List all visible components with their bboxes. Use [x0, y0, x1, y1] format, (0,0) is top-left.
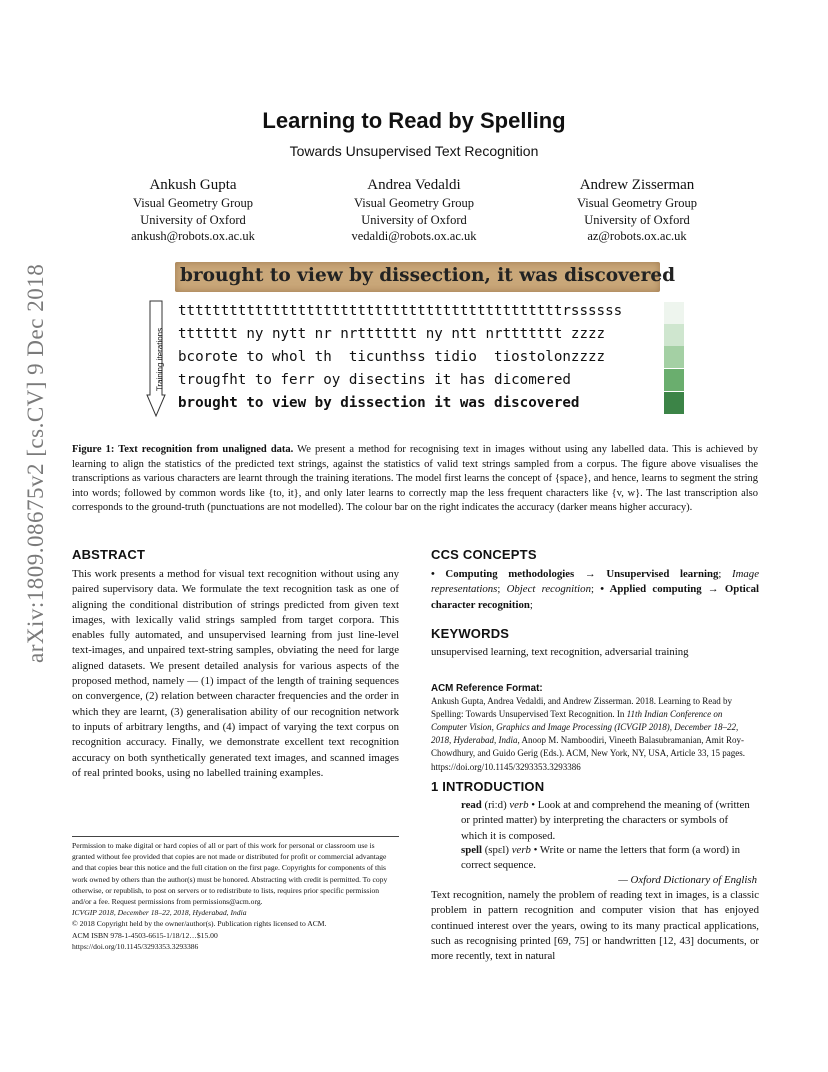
- author-name: Ankush Gupta: [149, 177, 237, 193]
- dictionary-source: — Oxford Dictionary of English: [618, 874, 757, 886]
- isbn-line: ACM ISBN 978-1-4503-6615-1/18/12…$15.00: [72, 930, 218, 940]
- paper-title: Learning to Read by Spelling: [262, 108, 566, 133]
- author-email[interactable]: vedaldi@robots.ox.ac.uk: [351, 229, 477, 243]
- training-iterations-label: Training iterations: [155, 327, 165, 392]
- figure-caption: [72, 443, 758, 516]
- accuracy-cell: [664, 392, 684, 414]
- author-email[interactable]: az@robots.ox.ac.uk: [587, 229, 687, 243]
- introduction-heading: 1 INTRODUCTION: [431, 779, 545, 794]
- keywords-text: unsupervised learning, text recognition, adversarial training: [431, 646, 689, 658]
- keywords-heading: KEYWORDS: [431, 626, 510, 641]
- ccs-concept: Object recognition: [506, 583, 591, 596]
- caption-label: Figure 1: Text recognition from unaligned data.: [72, 444, 294, 455]
- dict-pos: verb: [509, 799, 529, 811]
- acm-reference-venue: 11th Indian Conference on Computer Vision, Graphics and Image Processing (ICVGIP 2018), December 18–22, 2018, Hyderabad, India: [431, 709, 739, 746]
- acm-reference-text: Ankush Gupta, Andrea Vedaldi, and Andrew Zisserman. 2018. Learning to Read by Spelling: Towards Unsupervised Text Recognition. In: [431, 696, 733, 720]
- permission-footnote: [72, 836, 399, 952]
- author-university: University of Oxford: [584, 212, 690, 227]
- dict-pronunciation: (riːd): [481, 799, 510, 811]
- transcription-row-final: brought to view by dissection it was discovered: [178, 395, 580, 411]
- author-block: [78, 176, 308, 245]
- acm-reference-text: , Anoop M. Namboodiri, Vineeth Balasubramanian, Amit Roy-Chowdhury, and Guido Gerig (Eds.). ACM, New York, NY, USA, Article 33, 15 pages. https://doi.org/10.1145/3293353.3293386: [431, 735, 745, 772]
- arxiv-sidebar: [16, 263, 54, 670]
- dict-pos: verb: [511, 844, 531, 856]
- author-university: University of Oxford: [140, 212, 246, 227]
- dict-definition: • Look at and comprehend the meaning of (written or printed matter) by interpreting the characters or symbols of which it is composed.: [461, 799, 750, 842]
- dictionary-entry-read: [461, 798, 757, 844]
- doi-line[interactable]: https://doi.org/10.1145/3293353.3293386: [72, 941, 199, 951]
- transcription-row: tttttttttttttttttttttttttttttttttttttttttttttrssssss: [178, 303, 623, 319]
- author-group: Visual Geometry Group: [132, 196, 254, 210]
- author-university: University of Oxford: [361, 212, 467, 227]
- accuracy-cell: [664, 324, 684, 346]
- author-name: Andrew Zisserman: [579, 177, 695, 193]
- copyright-line: © 2018 Copyright held by the owner/author(s). Publication rights licensed to ACM.: [72, 919, 327, 929]
- permission-text: Permission to make digital or hard copies of all or part of this work for personal or classroom use is granted without fee provided that copies are not made or distributed for profit or commercial advantage and that copies bear this notice and the full citation on the first page. Copyrights for components of this work owned by others than the author(s) must be honored. Abstracting with credit is permitted. To copy otherwise, or republish, to post on servers or to redistribute to lists, requires prior specific permission and/or a fee. Request permissions from permissions@acm.org.: [72, 841, 388, 907]
- abstract-heading: ABSTRACT: [72, 547, 146, 562]
- author-group: Visual Geometry Group: [576, 196, 698, 210]
- ccs-concept: • Applied computing → Optical character recognition: [431, 583, 760, 611]
- ccs-concept: Image representations: [431, 568, 759, 596]
- arxiv-id: arXiv:1809.08675v2 [cs.CV] 9 Dec 2018: [23, 263, 48, 663]
- ccs-concept: • Computing methodologies → Unsupervised learning: [431, 568, 719, 580]
- author-block: [299, 176, 529, 245]
- text-image-content: brought to view by dissection, it was discovered: [180, 265, 676, 286]
- dict-definition: • Write or name the letters that form (a word) in correct sequence.: [461, 844, 741, 872]
- conference-line: ICVGIP 2018, December 18–22, 2018, Hyderabad, India: [72, 908, 247, 918]
- introduction-text: Text recognition, namely the problem of reading text in images, is a classic problem in pattern recognition and computer vision that has enjoyed continued interest over the years, owing to its many practical applications, such as recognising printed [69, 75] or handwritten [12, 43] documents, or more recently, text in natural: [431, 889, 759, 963]
- author-group: Visual Geometry Group: [353, 196, 475, 210]
- caption-text: We present a method for recognising text in images without using any labelled data. This is achieved by learning to align the statistics of the predicted text strings, against the statistics of valid text strings sampled from a corpus. The figure above visualises the transcriptions as various characters are learnt through the training iterations. The model first learns the concept of {space}, and hence, learns to segment the string into words; followed by common words like {to, it}, and only later learns to correctly map the less frequent characters like {v, w}. The last transcription also corresponds to the ground-truth (punctuations are not modelled). The colour bar on the right indicates the accuracy (darker means higher accuracy).: [72, 444, 758, 514]
- author-name: Andrea Vedaldi: [367, 177, 461, 193]
- acm-reference-heading: ACM Reference Format:: [431, 683, 543, 694]
- accuracy-cell: [664, 302, 684, 324]
- dict-word: read: [461, 799, 482, 811]
- ccs-text: • Computing methodologies → Unsupervised learning; Image representations; Object recognition; • Applied computing → Optical character recognition;: [431, 568, 760, 611]
- paper-subtitle: Towards Unsupervised Text Recognition: [289, 143, 539, 159]
- accuracy-cell: [664, 346, 684, 368]
- acm-reference: [431, 682, 759, 774]
- author-block: [522, 176, 752, 245]
- ccs-heading: CCS CONCEPTS: [431, 547, 537, 562]
- abstract-text: This work presents a method for visual text recognition without using any paired supervisory data. We formulate the text recognition task as one of aligning the conditional distribution of strings predicted from given text images, with lexically valid strings sampled from target corpora. This enables fully automated, and unsupervised learning from just line-level text-images, and unpaired text-string samples, obviating the need for large aligned datasets. We present detailed analysis for various aspects of the proposed method, namely — (1) impact of the length of training sequences on convergence, (2) relation between character frequencies and the order in which they are learnt, (3) generalisation ability of our recognition network to inputs of arbitrary lengths, and (4) impact of varying the text corpus on recognition accuracy. Finally, we demonstrate excellent text recognition accuracy on both synthetically generated text images, and scanned images of real printed books, using no labelled training examples.: [72, 568, 399, 779]
- dict-word: spell: [461, 844, 482, 856]
- author-email[interactable]: ankush@robots.ox.ac.uk: [131, 229, 255, 243]
- dict-pronunciation: (spɛl): [482, 844, 512, 856]
- text-image-sample: [175, 262, 676, 292]
- transcription-row: bcorote to whol th ticunthss tidio tiostolonzzzz: [178, 349, 606, 365]
- transcription-row: trougfht to ferr oy disectins it has dicomered: [178, 372, 571, 388]
- dictionary-entry-spell: [461, 843, 757, 874]
- accuracy-cell: [664, 369, 684, 391]
- transcription-row: ttttttt ny nytt nr nrttttttt ny ntt nrttttttt zzzz: [178, 326, 606, 342]
